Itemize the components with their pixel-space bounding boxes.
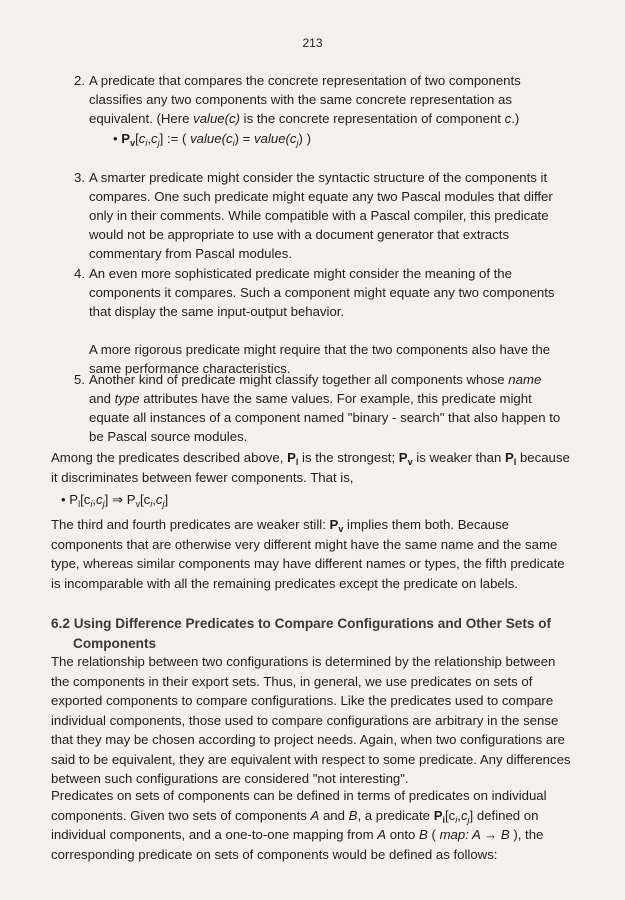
paragraph-configurations: The relationship between two configurations is determined by the relationship between the components in their export sets. Thus, in general, we use predicates on sets of exported components to compare configurations. Like the predicates used to compare individual components, those used to compare configurations are arbitrary in the sense that they may be chosen according to project needs. Again, when two configurations are said to be equivalent, they are equivalent with respect to some predicate. Any differences between such configurations are considered "not interesting". (51, 654, 571, 786)
list-item-2 (74, 71, 566, 128)
list-item-5 (74, 370, 566, 446)
item-text: A predicate that compares the concrete representation of two components classifies any two components with the same concrete representation as equivalent. (Here value(c) is the concrete representation of component c.) (89, 73, 521, 126)
item-text: An even more sophisticated predicate might consider the meaning of the components it compares. Such a component might equate any two components that display the same input-output behavior. (89, 266, 555, 319)
paragraph-among-predicates: Among the predicates described above, $P_l$ is the strongest; $P_v$ is weaker than $P_l$ because it discriminates between fewer components. That is, (51, 450, 570, 485)
list-item-3 (74, 168, 566, 263)
item-text: Another kind of predicate might classify together all components whose name and type attributes have the same values. For example, this predicate might equate all instances of a component named "binary - search" that also happen to be Pascal source modules. (89, 372, 561, 444)
formula-pv-definition: • $P_v[c_i,c_j]$ := ( $value(c_i)$ = $value(c_j)$ ) (113, 131, 311, 148)
page-number: 213 (302, 36, 323, 50)
section-title-line1: Using Difference Predicates to Compare Configurations and Other Sets of (73, 616, 552, 631)
section-heading (51, 614, 571, 654)
item-number: 3. (74, 170, 85, 185)
list-item-4 (74, 264, 566, 378)
item-number: 2. (74, 73, 85, 88)
item-number: 4. (74, 266, 85, 281)
item-number: 5. (74, 372, 85, 387)
paragraph-predicates-on-sets: Predicates on sets of components can be defined in terms of predicates on individual components. Given two sets of components A and B, a predicate $P_i[c_i,c_j]$ defined on individual components, and a one-to-one mapping from A onto B ( map: A → B ), the corresponding predicate on sets of components would be defined as follows: (51, 788, 547, 862)
item-text: A smarter predicate might consider the syntactic structure of the components it compares. One such predicate might equate any two Pascal modules that differ only in their comments. While compatible with a Pascal compiler, this predicate would not be appropriate to use with a document generator that extracts commentary from Pascal modules. (89, 170, 553, 261)
paragraph-third-fourth-predicates: The third and fourth predicates are weaker still: $P_v$ implies them both. Because components that are otherwise very different might have the same name and the same type, whereas similar components may have different names or types, the fifth predicate is incomparable with all the remaining predicates except the predicate on labels. (51, 517, 565, 591)
item-text-continued: A more rigorous predicate might require that the two components also have the same performance characteristics. (89, 342, 551, 376)
section-number: 6.2 (51, 616, 70, 631)
section-title-line2: Components (73, 636, 157, 651)
formula-implication: • $P_l[c_i,c_j]$ ⇒ $P_v[c_i,c_j]$ (61, 492, 169, 509)
